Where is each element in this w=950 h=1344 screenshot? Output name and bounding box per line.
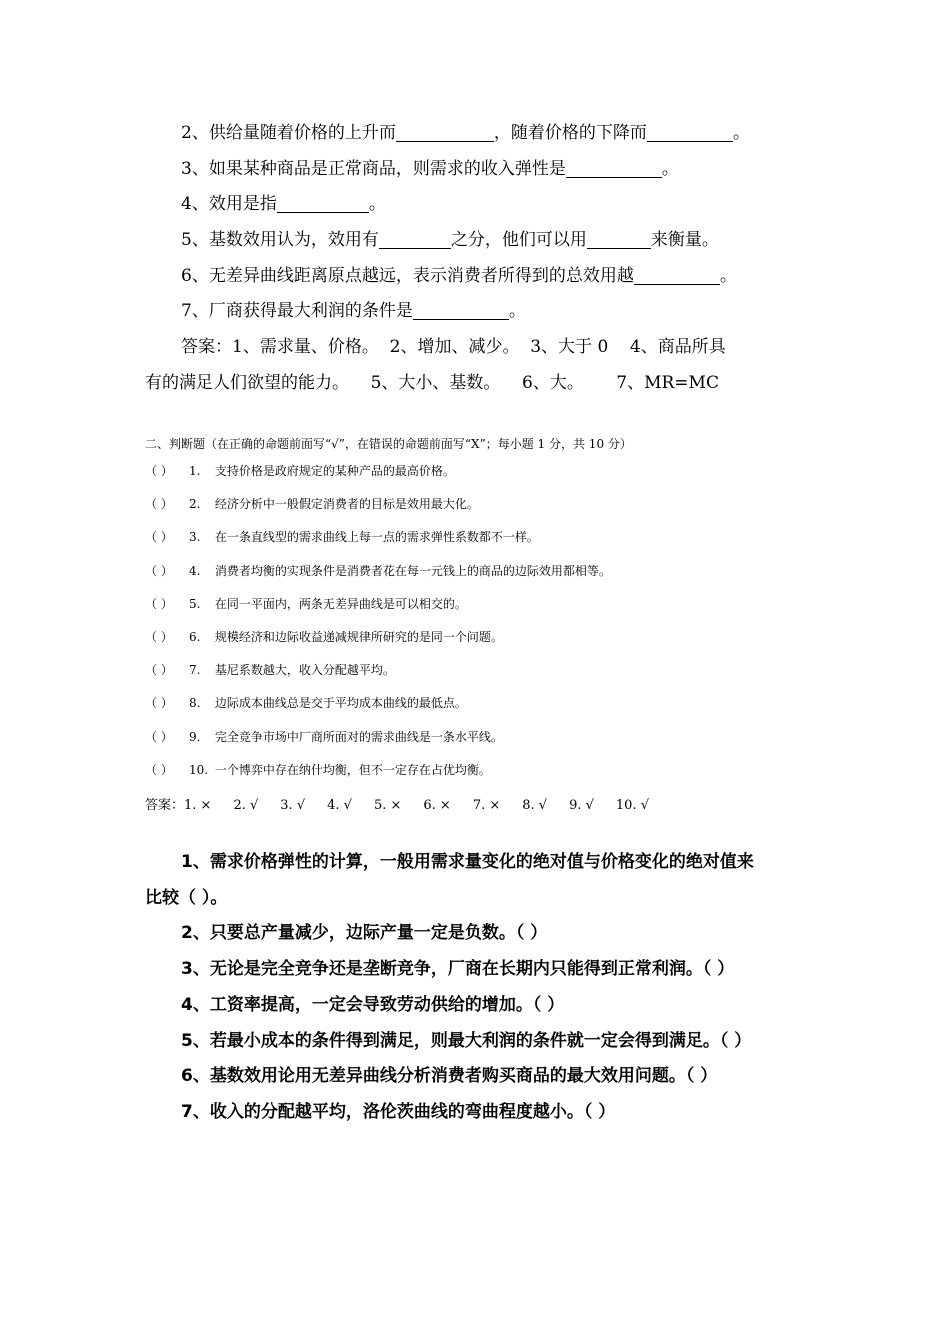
judge-answer-value: 1. × xyxy=(184,797,212,813)
fill-question-3: 3、如果某种商品是正常商品，则需求的收入弹性是 。 xyxy=(181,158,679,179)
judge-item xyxy=(145,521,825,554)
answer-parentheses: （ ） xyxy=(145,696,173,711)
fill-question-6: 6、无差异曲线距离原点越远，表示消费者所得到的总效用越 。 xyxy=(181,265,737,286)
judge-item-text: 边际成本曲线总是交于平均成本曲线的最低点。 xyxy=(214,696,467,711)
bold-question: 6、基数效用论用无差异曲线分析消费者购买商品的最大效用问题。（ ） xyxy=(181,1066,718,1087)
judge-item xyxy=(145,621,825,654)
judge-item-number: 10. xyxy=(189,762,209,777)
judge-item xyxy=(145,588,825,621)
answer-blank xyxy=(413,299,509,320)
judge-item-text: 一个博弈中存在纳什均衡，但不一定存在占优均衡。 xyxy=(214,762,491,777)
answer-parentheses: （ ） xyxy=(145,729,173,744)
judge-item-number: 9. xyxy=(189,729,201,744)
judge-item-number: 8. xyxy=(189,696,201,711)
fill-answer-line-2: 有的满足人们欲望的能力。 5、大小、基数。 6、大。 7、MR=MC xyxy=(145,372,719,393)
answer-blank xyxy=(396,121,494,142)
judge-item-number: 7. xyxy=(189,663,201,678)
judge-title: 二、判断题（在正确的命题前面写“√”，在错误的命题前面写“X”；每小题 1 分，共 10 分） xyxy=(145,437,632,451)
judge-item xyxy=(145,654,825,687)
bold-question-1: 1、需求价格弹性的计算，一般用需求量变化的绝对值与价格变化的绝对值来 xyxy=(181,852,754,872)
judge-item-text: 完全竞争市场中厂商所面对的需求曲线是一条水平线。 xyxy=(214,729,503,744)
judge-item xyxy=(145,555,825,588)
judge-answer-value: 6. × xyxy=(423,797,451,813)
judge-item-number: 4. xyxy=(189,563,201,578)
bold-questions-section xyxy=(145,845,825,1131)
answer-blank xyxy=(277,192,369,213)
judge-item-text: 经济分析中一般假定消费者的目标是效用最大化。 xyxy=(214,497,479,512)
judge-item xyxy=(145,455,825,488)
judge-answer-values xyxy=(184,789,671,822)
judge-answers xyxy=(145,789,825,822)
judge-item-text: 消费者均衡的实现条件是消费者花在每一元钱上的商品的边际效用都相等。 xyxy=(214,563,611,578)
judge-section xyxy=(145,433,825,822)
judge-item-number: 2. xyxy=(189,497,201,512)
answer-blank xyxy=(647,121,733,142)
judge-item-number: 1. xyxy=(189,464,201,478)
judge-item-text: 支持价格是政府规定的某种产品的最高价格。 xyxy=(214,464,455,478)
answer-blank xyxy=(566,157,662,178)
judge-item-number: 5. xyxy=(189,596,201,611)
judge-answer-label: 答案： xyxy=(145,797,185,813)
answer-parentheses: （ ） xyxy=(145,464,173,478)
bold-question-1-continuation: 比较（ ）。 xyxy=(145,887,228,908)
bold-question: 4、工资率提高，一定会导致劳动供给的增加。（ ） xyxy=(181,994,565,1015)
bold-question: 7、收入的分配越平均，洛伦茨曲线的弯曲程度越小。（ ） xyxy=(181,1101,616,1122)
judge-item-number: 6. xyxy=(189,629,201,644)
bold-question: 3、无论是完全竞争还是垄断竞争，厂商在长期内只能得到正常利润。（ ） xyxy=(181,959,735,980)
answer-parentheses: （ ） xyxy=(145,530,173,545)
fill-question-7: 7、厂商获得最大利润的条件是 。 xyxy=(181,301,526,322)
judge-answer-value: 9. √ xyxy=(569,797,594,813)
fill-question-2: 2、供给量随着价格的上升而 ，随着价格的下降而 。 xyxy=(181,123,750,143)
fill-question-5: 5、基数效用认为，效用有 之分，他们可以用 来衡量。 xyxy=(181,230,719,251)
answer-parentheses: （ ） xyxy=(145,663,173,678)
fill-answer-line-1: 答案：1、需求量、价格。 2、增加、减少。 3、大于 0 4、商品所具 xyxy=(181,337,726,358)
judge-item xyxy=(145,754,825,787)
answer-parentheses: （ ） xyxy=(145,497,173,512)
answer-parentheses: （ ） xyxy=(145,596,173,611)
judge-answer-value: 5. × xyxy=(373,797,402,813)
judge-item xyxy=(145,721,825,754)
judge-answer-value: 3. √ xyxy=(280,797,306,813)
bold-question: 2、只要总产量减少，边际产量一定是负数。（ ） xyxy=(181,923,548,944)
answer-parentheses: （ ） xyxy=(145,762,173,777)
judge-item-number: 3. xyxy=(189,530,201,545)
judge-item xyxy=(145,687,825,720)
fill-question-4: 4、效用是指 。 xyxy=(181,194,386,215)
judge-answer-value: 10. √ xyxy=(615,797,649,813)
judge-item-text: 基尼系数越大，收入分配越平均。 xyxy=(214,663,395,678)
judge-item-text: 在一条直线型的需求曲线上每一点的需求弹性系数都不一样。 xyxy=(214,530,539,545)
answer-parentheses: （ ） xyxy=(145,629,173,644)
judge-list xyxy=(145,455,825,787)
answer-blank xyxy=(587,228,651,249)
fill-in-section xyxy=(145,116,825,402)
answer-blank xyxy=(379,228,451,249)
judge-item-text: 在同一平面内，两条无差异曲线是可以相交的。 xyxy=(214,596,467,611)
answer-blank xyxy=(634,264,720,285)
judge-item-text: 规模经济和边际收益递减规律所研究的是同一个问题。 xyxy=(214,629,503,644)
bold-question-list xyxy=(145,916,825,1130)
judge-answer-value: 2. √ xyxy=(233,797,259,813)
judge-answer-value: 4. √ xyxy=(327,797,352,813)
bold-question: 5、若最小成本的条件得到满足，则最大利润的条件就一定会得到满足。（ ） xyxy=(181,1030,752,1051)
answer-parentheses: （ ） xyxy=(145,563,173,578)
judge-answer-value: 7. × xyxy=(472,797,501,813)
judge-answer-value: 8. √ xyxy=(522,797,548,813)
judge-item xyxy=(145,488,825,521)
